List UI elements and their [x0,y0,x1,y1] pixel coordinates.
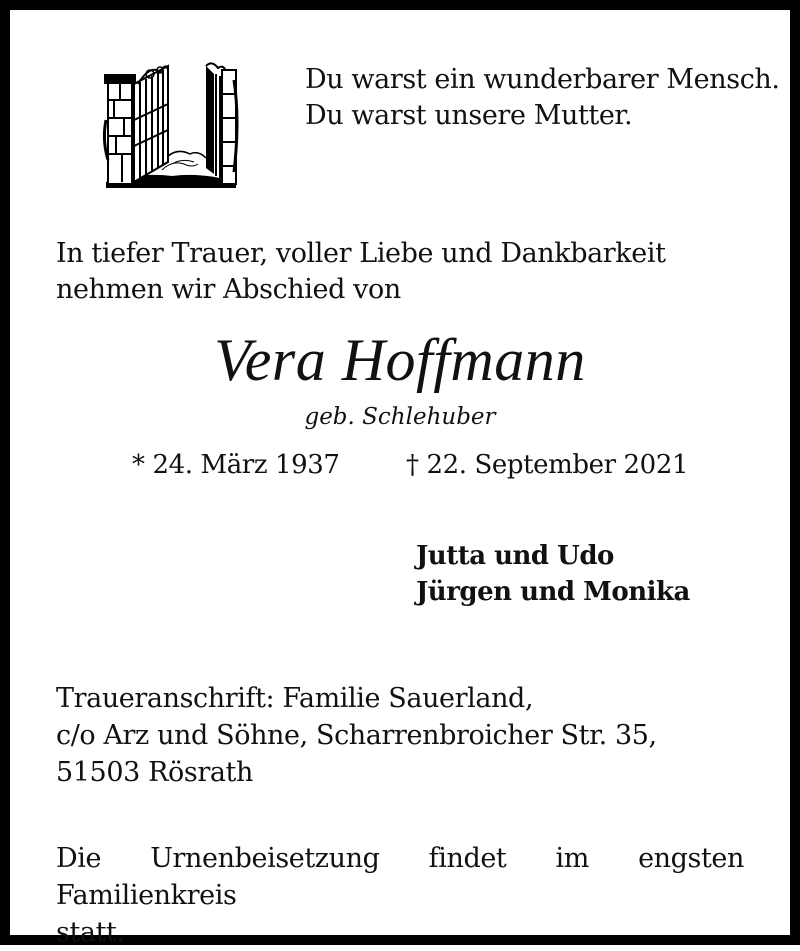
death-date: † 22. September 2021 [406,450,689,480]
address-line-2: c/o Arz und Söhne, Scharrenbroicher Str. 35, [56,720,657,751]
mourner-line-1: Jutta und Udo [416,541,614,571]
address-line-1: Traueranschrift: Familie Sauerland, [56,683,534,714]
mourners [416,538,690,610]
deceased-name: Vera Hoffmann [214,327,586,393]
birth-date: * 24. März 1937 [132,450,340,480]
mourner-line-2: Jürgen und Monika [416,577,690,607]
verse-line-2: Du warst unsere Mutter. [305,100,633,131]
intro-line-1: In tiefer Trauer, voller Liebe und Dankbarkeit [56,238,666,269]
memorial-verse [305,62,780,134]
verse-line-1: Du warst ein wunderbarer Mensch. [305,64,780,95]
mourning-address [56,680,657,791]
farewell-intro [56,236,666,308]
birth-name: geb. Schlehuber [304,404,496,430]
address-line-3: 51503 Rösrath [56,757,253,788]
garden-gate-icon [102,60,240,190]
note-line-2: statt. [56,917,125,948]
funeral-note [56,840,744,951]
note-line-1: Die Urnenbeisetzung findet im engsten Familienkreis [56,843,744,911]
intro-line-2: nehmen wir Abschied von [56,274,401,305]
